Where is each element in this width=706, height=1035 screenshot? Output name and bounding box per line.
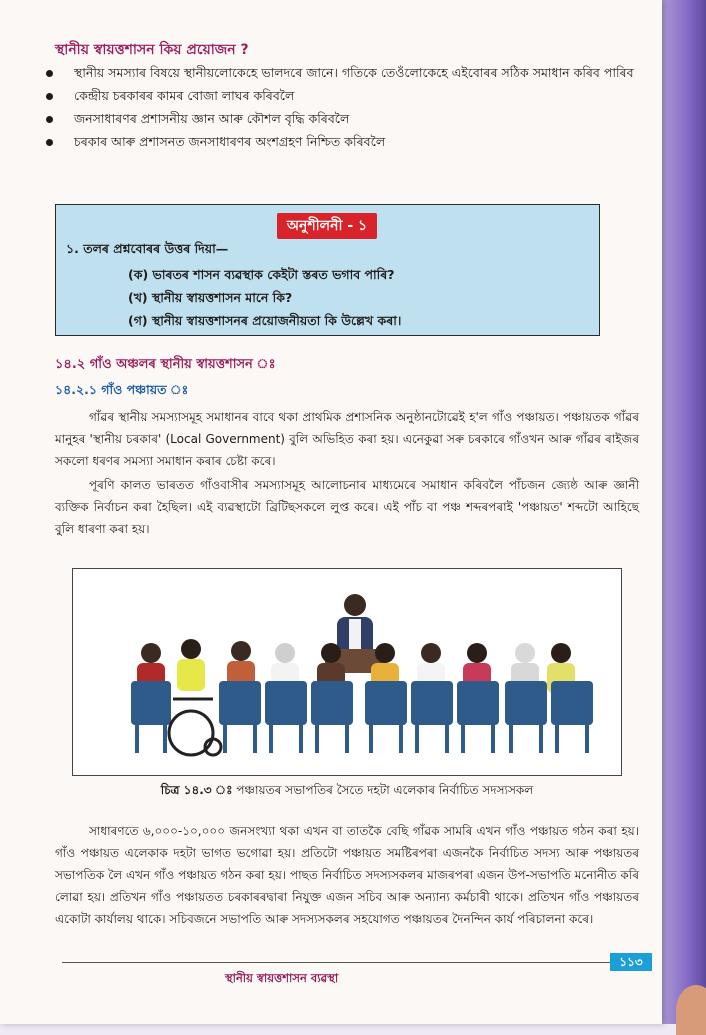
exercise-subquestion: (ক) ভাৰতৰ শাসন ব্যৱস্থাক কেইটা স্তৰত ভগাব পাৰি?	[128, 267, 395, 282]
section-title: স্থানীয় স্বায়ত্তশাসন কিয় প্ৰয়োজন ?	[55, 42, 249, 58]
caption-label: চিত্ৰ ১৪.৩ ঃ	[160, 783, 233, 797]
wheelchair	[169, 699, 221, 755]
page-number: ১১৩	[610, 953, 652, 971]
exercise-title: অনুশীলনী - ১	[277, 213, 377, 239]
chairs-row	[131, 681, 593, 753]
subsection-heading: ১৪.২ গাঁও অঞ্চলৰ স্থানীয় স্বায়ত্তশাসন ঃ	[55, 357, 276, 372]
bullet-item: স্থানীয় সমস্যাৰ বিষয়ে স্থানীয়লোকেহে ভালদৰে জানে। গতিকে তেওঁলোকেহে এইবোৰৰ সঠিক সমাধান কৰিব পাৰিব	[40, 63, 640, 83]
figure-panchayat-meeting	[72, 568, 622, 776]
exercise-subquestions	[128, 263, 401, 332]
exercise-subquestion: (গ) স্থানীয় স্বায়ত্তশাসনৰ প্ৰয়োজনীয়তা কি উল্লেখ কৰা।	[128, 313, 402, 328]
exercise-subquestion: (খ) স্থানীয় স্বায়ত্তশাসন মানে কি?	[128, 290, 293, 305]
thumb-finger	[676, 985, 706, 1035]
footer-rule	[62, 962, 610, 963]
figure-caption	[72, 782, 622, 802]
caption-text: পঞ্চায়তৰ সভাপতিৰ সৈতে দহটা এলেকাৰ নিৰ্বাচিত সদস্যসকল	[236, 783, 534, 797]
bullet-item: চৰকাৰ আৰু প্ৰশাসনত জনসাধাৰণৰ অংশগ্ৰহণ নিশ্চিত কৰিবলৈ	[40, 132, 640, 152]
exercise-box	[55, 204, 600, 336]
bullet-item: কেন্দ্ৰীয় চৰকাৰৰ কামৰ বোজা লাঘৰ কৰিবলৈ	[40, 86, 640, 106]
subsubsection-heading: ১৪.২.১ গাঁও পঞ্চায়ত ঃ	[55, 382, 189, 397]
exercise-question: ১. তলৰ প্ৰশ্নবোৰৰ উত্তৰ দিয়া—	[66, 241, 229, 256]
footer-chapter-title: স্থানীয় স্বায়ত্তশাসন ব্যৱস্থা	[225, 971, 339, 985]
paragraph-3: সাধাৰণতে ৬,০০০-১০,০০০ জনসংখ্যা থকা এখন বা তাতকৈ বেছি গাঁৱক সামৰি এখন গাঁও পঞ্চায়ত গঠন কৰা হয়। গাঁও পঞ্চায়ত এলেকাক দহটা ভাগত ভগোৱা হয়। প্ৰতিটো পঞ্চায়ত সমষ্টিৰপৰা এজনকৈ নিৰ্বাচিত সদস্য আৰু পঞ্চায়তৰ সভাপতিক লৈ এখন গাঁও পঞ্চায়ত গঠন কৰা হয়। পাছত নিৰ্বাচিত সদস্যসকলৰ মাজৰপৰা এজন উপ-সভাপতি মনোনীত কৰি লোৱা হয়। প্ৰতিখন গাঁও পঞ্চায়তত চৰকাৰৰদ্বাৰা নিযুক্ত এজন সচিব আৰু অন্যান্য কৰ্মচাৰী থাকে। প্ৰতিখন গাঁও পঞ্চায়তৰ একোটা কাৰ্যালয় থাকে। সচিবজনে সভাপতি আৰু সদস্যসকলৰ সহযোগত পঞ্চায়তৰ দৈনন্দিন কাৰ্য পৰিচালনা কৰে।	[55, 824, 639, 926]
paragraph-2: পূৰণি কালত ভাৰতত গাঁওবাসীৰ সমস্যাসমূহ আলোচনাৰ মাধ্যমেৰে সমাধান কৰিবলৈ পাঁচজন জ্যেষ্ঠ আৰু জ্ঞানী ব্যক্তিক নিৰ্বাচন কৰা হৈছিল। এই ব্যৱস্থাটো ব্ৰিটিছসকলে লুপ্ত কৰে। এই পাঁচ বা পঞ্চ শব্দৰপৰাই 'পঞ্চায়ত' শব্দটো আহিছে বুলি ধাৰণা কৰা হয়।	[55, 478, 639, 536]
book-edge	[656, 0, 706, 1024]
meeting-illustration	[73, 569, 621, 775]
bullet-item: জনসাধাৰণৰ প্ৰশাসনীয় জ্ঞান আৰু কৌশল বৃদ্ধি কৰিবলৈ	[40, 109, 640, 129]
bullet-list	[40, 63, 640, 155]
paragraph-1: গাঁৱৰ স্থানীয় সমস্যাসমূহ সমাধানৰ বাবে থকা প্ৰাথমিক প্ৰশাসনিক অনুষ্ঠানটোৱেই হ'ল গাঁও পঞ্চায়ত। পঞ্চায়তক গাঁৱৰ মানুহৰ 'স্থানীয় চৰকাৰ' (Local Government) বুলি অভিহিত কৰা হয়। এনেকুৱা সৰু চৰকাৰে গাঁওখন আৰু গাঁৱৰ ৰাইজৰ সকলো ধৰণৰ সমস্যা সমাধান কৰাৰ চেষ্টা কৰে।	[55, 410, 639, 468]
